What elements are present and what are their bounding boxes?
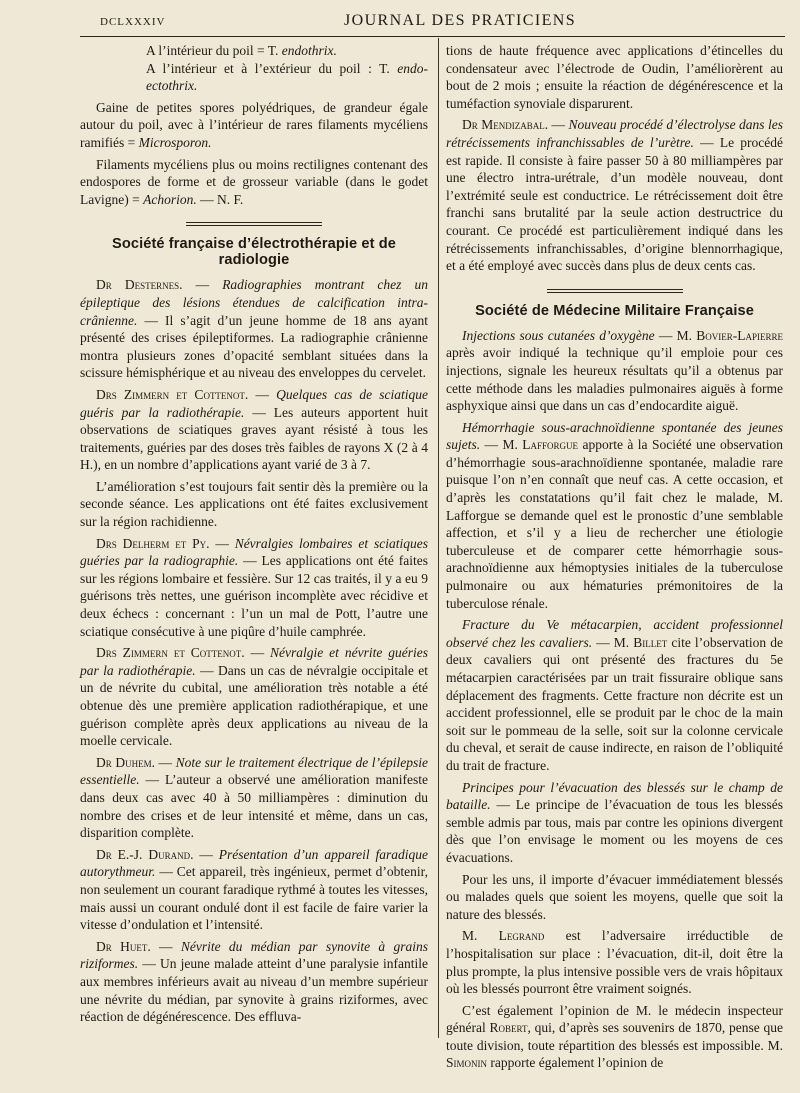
page-number: DCLXXXIV xyxy=(100,16,166,28)
paragraph: Gaine de petites spores polyédriques, de grandeur égale autour du poil, avec à l’intérieur de rares filaments mycéliens ramifiés = Microsporon. xyxy=(80,99,428,150)
abstract: Injections sous cutanées d’oxygène — M. Bovier-Lapierre après avoir indiqué la technique qu’il emploie pour ces injections, signale les heureux résultats qu’il a obtenus par cette méthode dans les maladies pulmonaires aiguës à forme asphyxique ainsi que dans un cas d’endocardite aiguë. xyxy=(446,327,783,414)
paragraph: Filaments mycéliens plus ou moins rectilignes contenant des endospores de forme et de grosseur variable (dans le godet Lavigne) = Achorion. — N. F. xyxy=(80,156,428,207)
header-rule xyxy=(80,36,785,37)
page-header xyxy=(80,10,785,38)
abstract: Drs Delherm et Py. — Névralgies lombaires et sciatiques guéries par la radiographie. — Les applications ont été faites sur les régions lombaire et fessière. Sur 12 cas traités, il y a eu 9 guérisons très nettes, une guérison incomplète avec récidive et deux échecs : concernant : l’un un mal de Pott, l’autre une sciatique consécutive à une piqûre d’huile camphrée. xyxy=(80,535,428,639)
abstract: Dr Desternes. — Radiographies montrant chez un épileptique des lésions étendues de calcification intra-crânienne. — Il s’agit d’un jeune homme de 18 ans ayant présenté des crises épileptiformes. La radiographie crânienne montra plusieurs zones d’opacité semblant situées dans la scissure hémisphérique et au niveau des enveloppes du cervelet. xyxy=(80,277,428,381)
section-title: Société de Médecine Militaire Française xyxy=(475,302,754,319)
paragraph: Pour les uns, il importe d’évacuer immédiatement blessés ou malades quels que soient les moyens, quelle que soit la nature des blessés. xyxy=(446,871,783,922)
abstract: Dr Huet. — Névrite du médian par synovite à grains riziformes. — Un jeune malade atteint d’une paralysie infantile aux membres inférieurs avait au niveau d’un membre supérieur une névrite du médian, par synovite à grains riziformes, avec réaction de dégénérescence. Des effluva- xyxy=(80,938,428,1025)
running-title: JOURNAL DES PRATICIENS xyxy=(344,12,577,29)
paragraph: C’est également l’opinion de M. le médecin inspecteur général Robert, qui, d’après ses souvenirs de 1870, pense que toute division, toute répartition des blessés est impossible. M. Simonin rapporte également l’opinion de xyxy=(446,1002,783,1071)
left-column xyxy=(80,42,428,1026)
abstract: Dr Mendizabal. — Nouveau procédé d’électrolyse dans les rétrécissements infranchissables de l’urètre. — Le procédé est rapide. Il consiste à faire passer 50 à 80 milliampères par une électro intra-urétrale, d’un modèle nouveau, dont l’extrémité seule est conductrice. Le rétrécissement doit être franchi sans brutalité par la seule action destructrice du courant. Ce procédé est particulièrement indiqué dans les rétrécissements infranchissables, d’origine blennorrhagique, et a été employé avec succès dans plus de deux cents cas. xyxy=(446,117,784,274)
right-column xyxy=(446,42,783,1072)
abstract: Drs Zimmern et Cottenot. — Névralgie et névrite guéries par la radiothérapie. — Dans un cas de névralgie occipitale et un de névrite du cubital, une amélioration très notable a été obtenue dès une première application radiothérapique, et une guérison complète après deux applications au niveau de la moelle cervicale. xyxy=(80,645,428,749)
paragraph: A l’intérieur du poil = T. endothrix. xyxy=(146,43,337,58)
abstract: Dr E.-J. Durand. — Présentation d’un appareil faradique autorythmeur. — Cet appareil, très ingénieux, permet d’obtenir, non seulement un courant faradique rythmé à toutes les vitesses, mais aussi un courant ondulé dont il est facile de faire varier la vitesse d’ondulation et l’intensité. xyxy=(80,846,428,933)
paragraph: L’amélioration s’est toujours fait sentir dès la première ou la seconde séance. Les applications ont été faites exclusivement sur la région rachidienne. xyxy=(80,478,428,530)
abstract: Fracture du Ve métacarpien, accident professionnel observé chez les cavaliers. — M. Billet cite l’observation de deux cavaliers qui ont présenté des fractures du 5e métacarpien caractérisées par un trait fissuraire oblique sans déplacement des fragments. Cette fracture non décrite est un accident professionnel, elle se produit par le choc de la main soit sur le pommeau de la selle, soit sur la colonne cervicale du cheval, et serait de cause indirecte, en raison de l’obliquité du trait de fracture. xyxy=(446,617,783,773)
abstract: Principes pour l’évacuation des blessés sur le champ de bataille. — Le principe de l’évacuation de tous les blessés semble admis par tous, mais par contre les opinions divergent dès que l’on envisage le moment ou les moyens de ces évacuations. xyxy=(446,779,783,865)
paragraph: tions de haute fréquence avec applications d’étincelles du condensateur avec l’électrode de Oudin, l’améliorèrent au bout de 2 mois ; ensuite la réaction de dégénérescence et la tuméfaction synoviale disparurent. xyxy=(446,43,783,111)
paragraph: A l’intérieur et à l’extérieur du poil : T. endo-ectothrix. xyxy=(146,60,428,94)
abstract: Hémorrhagie sous-arachnoïdienne spontanée des jeunes sujets. — M. Lafforgue apporte à la Société une observation d’hémorrhagie sous-arachnoïdienne spontanée, maladie rare puisque l’on n’en connaît que neuf cas. A cette occasion, et d’après les constatations qu’il fait chez le malade, M. Lafforgue se demande quel est le pronostic d’une semblable affection, et s’il y a lieu de rechercher une étiologie tuberculeuse et de comparer cette hémorrhagie sous-arachnoïdienne aux hémoptysies initiales de la tuberculose pulmonaire ou aux hématuries prémonitoires de la tuberculose rénale. xyxy=(446,419,783,611)
section-divider xyxy=(186,222,322,226)
paragraph: M. Legrand est l’adversaire irréductible de l’hospitalisation sur place : l’évacuation, dit-il, doit être la plus prompte, la plus intensive possible vers de vrais hôpitaux où les blessés pourront être vraiment soignés. xyxy=(446,928,783,997)
section-title: Société française d’électrothérapie et de radiologie xyxy=(112,236,396,269)
abstract: Drs Zimmern et Cottenot. — Quelques cas de sciatique guéris par la radiothérapie. — Les auteurs apportent huit observations de sciatiques graves ayant résisté à tous les traitements, guéries par des doses très faibles de rayons X (2 à 4 H.), en un nombre d’applications ayant varié de 3 à 7. xyxy=(80,386,428,473)
abstract: Dr Duhem. — Note sur le traitement électrique de l’épilepsie essentielle. — L’auteur a observé une amélioration manifeste dans deux cas avec 40 à 50 milliampères : diminution du nombre des crises et de leur intensité et même, dans un cas, disparition complète. xyxy=(80,754,428,841)
section-divider xyxy=(547,289,683,293)
column-rule xyxy=(438,38,439,1038)
